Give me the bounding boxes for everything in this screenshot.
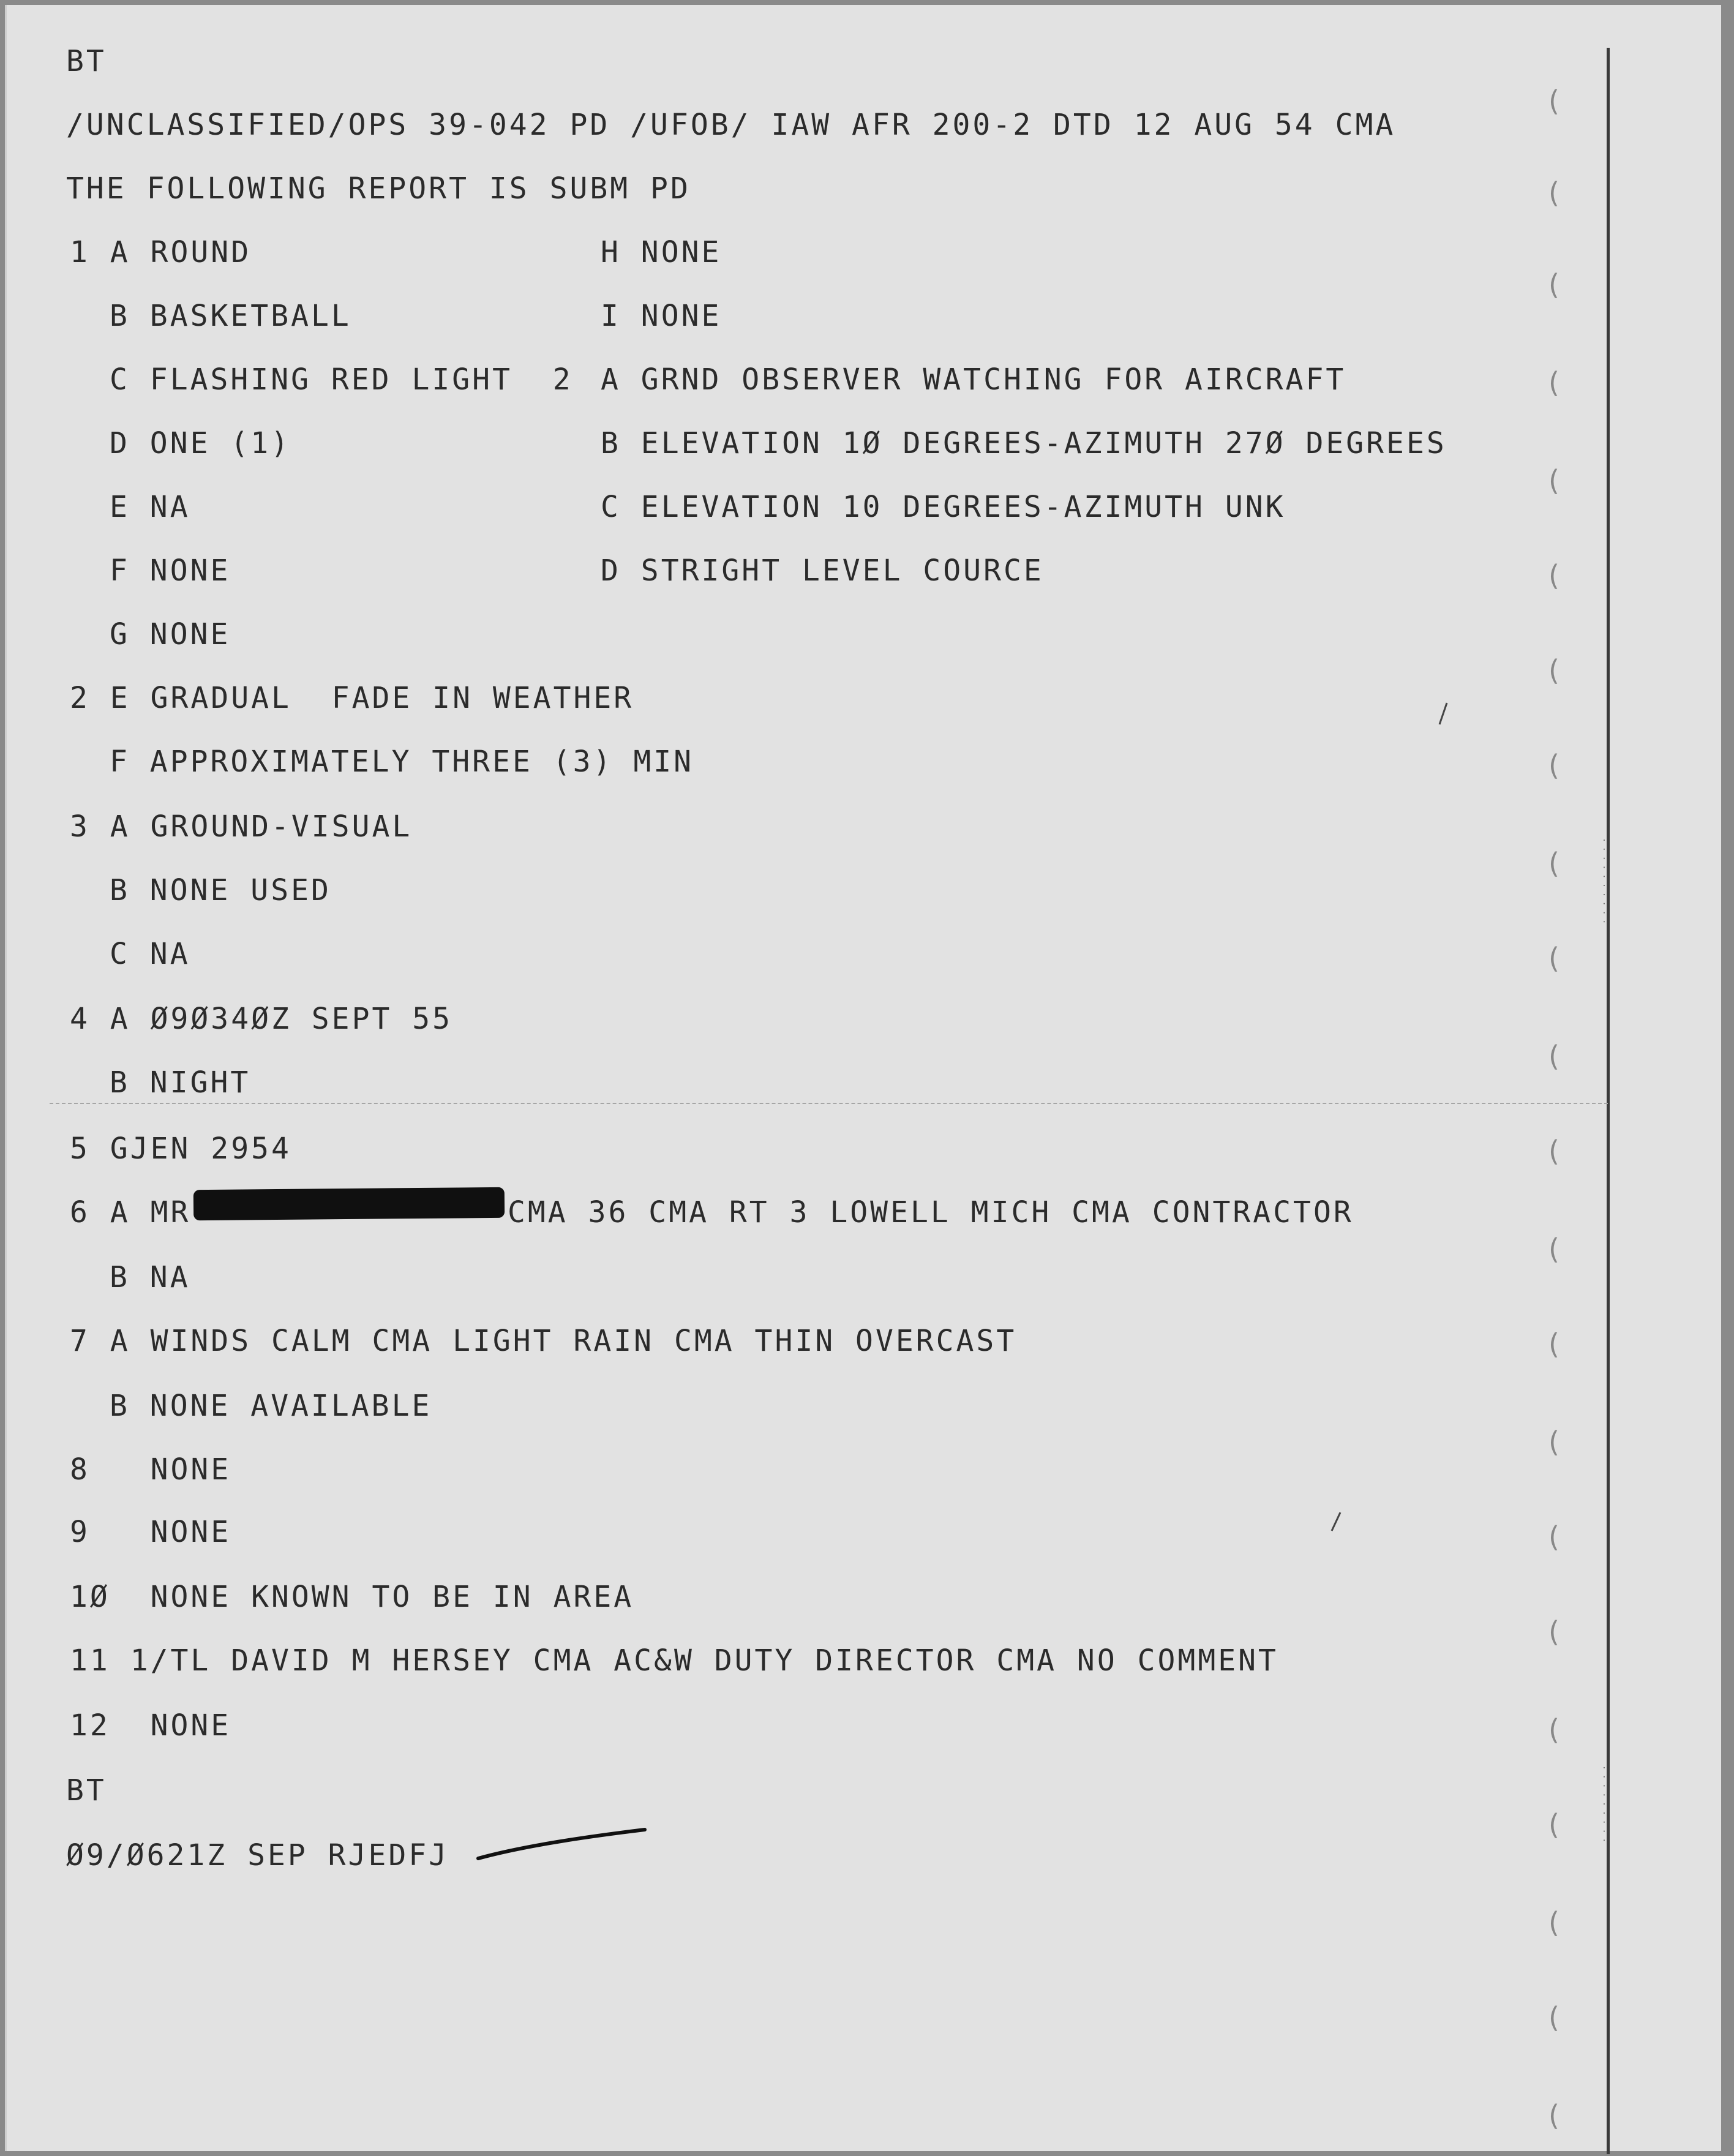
teletype-page: ( ( ( ( ( ( ( ( ( ( ( ( ( ( ( ( ( ( ( ( ( ( . . . . . . . . . . . . . . . . . . . BT /UNCLASSIFIED/OPS 39-042 PD /UFOB/ IAW AFR 200-2 DTD 12 AUG 54 CMA THE FOLLOWING REPORT IS SUBM PD 1 A ROUND H NONE B BASKETBALL I NONE C FLASHING RED LIGHT 2 A GRND OBSERVER WATCHING FOR AIRCRAFT D ONE (1) B ELEVATION 1Ø DEGREES-AZIMUTH 27Ø DEGREES E NA C ELEVATION 10 DEGREES-AZIMUTH UNK F NONE D STRIGHT LEVEL COURCE G NONE 2 E GRADUAL FADE IN WEATHER F APPROXIMATELY THREE (3) MIN 3 A GROUND-VISUAL B NONE USED C NA 4 A Ø9Ø34ØZ SEPT 55 B NIGHT 5 GJEN 2954 6 A MR CMA 36 CMA RT 3 LOWELL MICH CMA CONTRACTOR B NA 7 A WINDS CALM CMA LIGHT RAIN CMA THIN OVERCAST B NONE AVAILABLE 8 NONE 9 NONE 1Ø NONE KNOWN TO BE IN AREA 11 1/TL DAVID M HERSEY CMA AC&W DUTY DIRECTOR CMA NO COMMENT 12 NONE BT Ø9/Ø621Z SEP RJEDFJ xyxy=(5,5,1721,2151)
pen-stroke-hook xyxy=(478,1855,489,1858)
item-3b: B NONE USED xyxy=(110,873,331,907)
item-8: 8 NONE xyxy=(70,1452,231,1487)
item-2e: 2 E GRADUAL FADE IN WEATHER xyxy=(70,681,634,715)
item-4b: B NIGHT xyxy=(110,1065,251,1100)
line-bt-end: BT xyxy=(66,1773,107,1808)
edge-print-marks: . . . . . . . . . xyxy=(1596,1765,1608,1842)
item-9: 9 NONE xyxy=(70,1515,231,1549)
item-1h: H NONE xyxy=(601,235,722,269)
item-3a: 3 A GROUND-VISUAL xyxy=(70,809,413,844)
item-3c: C NA xyxy=(110,937,190,971)
line-dtg-routing: Ø9/Ø621Z SEP RJEDFJ xyxy=(66,1838,449,1872)
item-1e: E NA xyxy=(110,490,190,524)
item-6a-label: 6 A MR xyxy=(70,1195,191,1230)
item-6a-detail: CMA 36 CMA RT 3 LOWELL MICH CMA CONTRACTOR xyxy=(508,1195,1354,1230)
item-1b: B BASKETBALL xyxy=(110,299,351,333)
page-tear-line xyxy=(50,1103,1608,1104)
item-2b: B ELEVATION 1Ø DEGREES-AZIMUTH 27Ø DEGREES xyxy=(601,426,1447,460)
item-1a: 1 A ROUND xyxy=(70,235,252,269)
item-2f: F APPROXIMATELY THREE (3) MIN xyxy=(110,745,694,779)
item-1i: I NONE xyxy=(601,299,722,333)
item-5: 5 GJEN 2954 xyxy=(70,1132,291,1166)
item-1d: D ONE (1) xyxy=(110,426,291,460)
item-1f: F NONE xyxy=(110,554,231,588)
item-12: 12 NONE xyxy=(70,1708,231,1743)
pen-stroke-path xyxy=(478,1830,645,1858)
line-bt-start: BT xyxy=(66,44,107,78)
item-2d: D STRIGHT LEVEL COURCE xyxy=(601,554,1044,588)
item-7b: B NONE AVAILABLE xyxy=(110,1389,432,1423)
item-4a: 4 A Ø9Ø34ØZ SEPT 55 xyxy=(70,1002,453,1036)
item-1c: C FLASHING RED LIGHT 2 xyxy=(110,362,573,397)
margin-mark xyxy=(1439,703,1447,724)
item-6b: B NA xyxy=(110,1260,190,1294)
line-classification: /UNCLASSIFIED/OPS 39-042 PD /UFOB/ IAW AFR 200-2 DTD 12 AUG 54 CMA xyxy=(66,108,1396,142)
item-2c: C ELEVATION 10 DEGREES-AZIMUTH UNK xyxy=(601,490,1286,524)
item-7a: 7 A WINDS CALM CMA LIGHT RAIN CMA THIN OVERCAST xyxy=(70,1324,1017,1358)
redaction-bar xyxy=(193,1187,505,1220)
item-1g: G NONE xyxy=(110,617,231,652)
line-report-intro: THE FOLLOWING REPORT IS SUBM PD xyxy=(66,171,691,206)
edge-print-marks: . . . . . . . . . . xyxy=(1596,837,1608,923)
item-10: 1Ø NONE KNOWN TO BE IN AREA xyxy=(70,1580,634,1614)
margin-mark xyxy=(1332,1512,1340,1531)
item-11: 11 1/TL DAVID M HERSEY CMA AC&W DUTY DIRECTOR CMA NO COMMENT xyxy=(70,1643,1278,1678)
item-2a: A GRND OBSERVER WATCHING FOR AIRCRAFT xyxy=(601,362,1346,397)
